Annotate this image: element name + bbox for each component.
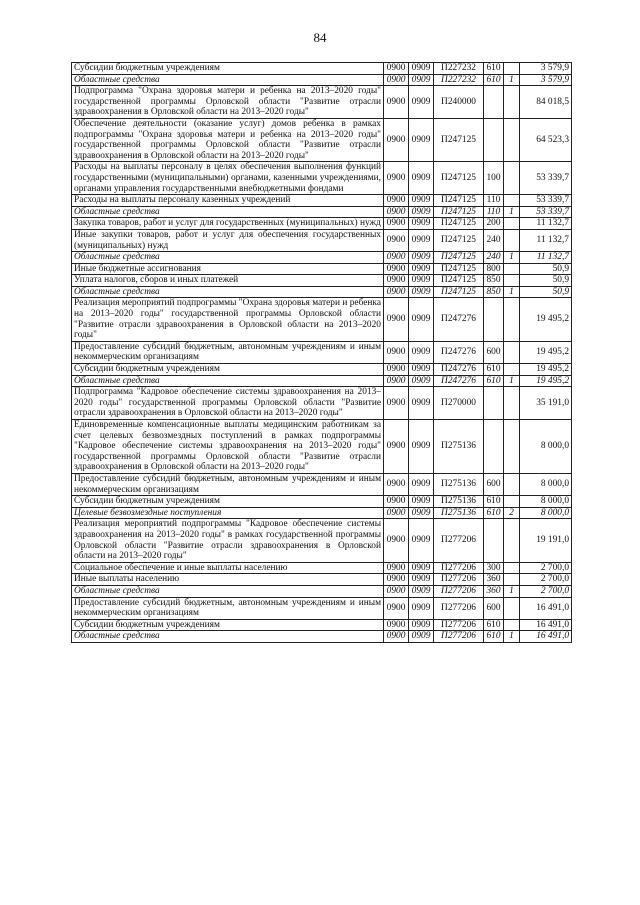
- section-code-cell: 0900: [384, 375, 409, 387]
- table-row: [72, 229, 572, 251]
- section-code-cell: 0900: [384, 86, 409, 119]
- table-row: [72, 375, 572, 387]
- subsection-code-cell: 0909: [409, 206, 434, 218]
- row-name-cell: Предоставление субсидий бюджетным, автономным учреждениям и иным некоммерческим организациям: [72, 341, 384, 363]
- subsection-code-cell: 0909: [409, 74, 434, 86]
- subsection-code-cell: 0909: [409, 585, 434, 597]
- expense-type-cell: 200: [484, 218, 504, 230]
- subsection-code-cell: 0909: [409, 387, 434, 420]
- section-code-cell: 0900: [384, 341, 409, 363]
- funding-source-cell: [504, 562, 520, 574]
- target-article-cell: П247125: [434, 218, 484, 230]
- funding-source-cell: [504, 63, 520, 75]
- funding-source-cell: 2: [504, 507, 520, 519]
- section-code-cell: 0900: [384, 195, 409, 207]
- target-article-cell: П247125: [434, 286, 484, 298]
- row-name-cell: Предоставление субсидий бюджетным, автономным учреждениям и иным некоммерческим организациям: [72, 473, 384, 495]
- amount-cell: 19 495,2: [520, 298, 572, 341]
- target-article-cell: П227232: [434, 74, 484, 86]
- table-row: [72, 195, 572, 207]
- funding-source-cell: 1: [504, 585, 520, 597]
- expense-type-cell: [484, 298, 504, 341]
- section-code-cell: 0900: [384, 473, 409, 495]
- funding-source-cell: [504, 118, 520, 161]
- subsection-code-cell: 0909: [409, 619, 434, 631]
- subsection-code-cell: 0909: [409, 420, 434, 474]
- funding-source-cell: [504, 496, 520, 508]
- target-article-cell: П277206: [434, 619, 484, 631]
- row-name-cell: Областные средства: [72, 74, 384, 86]
- amount-cell: 8 000,0: [520, 420, 572, 474]
- target-article-cell: П275136: [434, 420, 484, 474]
- table-row: [72, 507, 572, 519]
- subsection-code-cell: 0909: [409, 574, 434, 586]
- funding-source-cell: [504, 420, 520, 474]
- section-code-cell: 0900: [384, 74, 409, 86]
- target-article-cell: П240000: [434, 86, 484, 119]
- amount-cell: 16 491,0: [520, 631, 572, 643]
- section-code-cell: 0900: [384, 574, 409, 586]
- row-name-cell: Областные средства: [72, 286, 384, 298]
- section-code-cell: 0900: [384, 298, 409, 341]
- section-code-cell: 0900: [384, 275, 409, 287]
- row-name-cell: Расходы на выплаты персоналу казенных учреждений: [72, 195, 384, 207]
- table-row: [72, 473, 572, 495]
- expense-type-cell: 600: [484, 341, 504, 363]
- section-code-cell: 0900: [384, 507, 409, 519]
- table-row: [72, 206, 572, 218]
- funding-source-cell: 1: [504, 74, 520, 86]
- row-name-cell: Субсидии бюджетным учреждениям: [72, 63, 384, 75]
- row-name-cell: Субсидии бюджетным учреждениям: [72, 364, 384, 376]
- funding-source-cell: [504, 341, 520, 363]
- subsection-code-cell: 0909: [409, 118, 434, 161]
- amount-cell: 19 191,0: [520, 519, 572, 562]
- row-name-cell: Областные средства: [72, 585, 384, 597]
- target-article-cell: П227232: [434, 63, 484, 75]
- target-article-cell: П247125: [434, 162, 484, 195]
- row-name-cell: Областные средства: [72, 206, 384, 218]
- subsection-code-cell: 0909: [409, 519, 434, 562]
- expense-type-cell: 360: [484, 585, 504, 597]
- amount-cell: 19 495,2: [520, 341, 572, 363]
- subsection-code-cell: 0909: [409, 286, 434, 298]
- expense-type-cell: 110: [484, 195, 504, 207]
- funding-source-cell: [504, 619, 520, 631]
- section-code-cell: 0900: [384, 162, 409, 195]
- section-code-cell: 0900: [384, 420, 409, 474]
- row-name-cell: Расходы на выплаты персоналу в целях обеспечения выполнения функций государственными (муниципальными) органами, казенными учреждениями, органами управления государственными внебюджетными фондами: [72, 162, 384, 195]
- expense-type-cell: 300: [484, 562, 504, 574]
- row-name-cell: Обеспечение деятельности (оказание услуг) домов ребенка в рамках подпрограммы "Охрана здоровья матери и ребенка на 2013–2020 годы" государственной программы Орловской области "Развитие отрасли здравоохранения в Орловской области на 2013–2020 годы": [72, 118, 384, 161]
- table-row: [72, 341, 572, 363]
- target-article-cell: П275136: [434, 496, 484, 508]
- amount-cell: 50,9: [520, 286, 572, 298]
- funding-source-cell: [504, 364, 520, 376]
- table-row: [72, 162, 572, 195]
- section-code-cell: 0900: [384, 252, 409, 264]
- section-code-cell: 0900: [384, 585, 409, 597]
- expense-type-cell: 240: [484, 229, 504, 251]
- expense-type-cell: 610: [484, 63, 504, 75]
- expense-type-cell: 800: [484, 263, 504, 275]
- amount-cell: 53 339,7: [520, 195, 572, 207]
- funding-source-cell: 1: [504, 631, 520, 643]
- subsection-code-cell: 0909: [409, 375, 434, 387]
- target-article-cell: П277206: [434, 585, 484, 597]
- expense-type-cell: 610: [484, 375, 504, 387]
- amount-cell: 11 132,7: [520, 218, 572, 230]
- target-article-cell: П247125: [434, 263, 484, 275]
- section-code-cell: 0900: [384, 619, 409, 631]
- row-name-cell: Подпрограмма "Кадровое обеспечение системы здравоохранения на 2013–2020 годы" государственной программы Орловской области "Развитие отрасли здравоохранения в Орловской области на 2013–2020 годы": [72, 387, 384, 420]
- expense-type-cell: 240: [484, 252, 504, 264]
- target-article-cell: П275136: [434, 507, 484, 519]
- amount-cell: 16 491,0: [520, 619, 572, 631]
- section-code-cell: 0900: [384, 631, 409, 643]
- page-number: 84: [313, 30, 327, 45]
- funding-source-cell: [504, 195, 520, 207]
- funding-source-cell: 1: [504, 206, 520, 218]
- table-row: [72, 218, 572, 230]
- section-code-cell: 0900: [384, 364, 409, 376]
- funding-source-cell: [504, 218, 520, 230]
- table-row: [72, 585, 572, 597]
- funding-source-cell: 1: [504, 252, 520, 264]
- table-row: [72, 118, 572, 161]
- subsection-code-cell: 0909: [409, 341, 434, 363]
- amount-cell: 19 495,2: [520, 364, 572, 376]
- target-article-cell: П277206: [434, 519, 484, 562]
- funding-source-cell: [504, 298, 520, 341]
- table-row: [72, 597, 572, 619]
- subsection-code-cell: 0909: [409, 252, 434, 264]
- table-row: [72, 63, 572, 75]
- subsection-code-cell: 0909: [409, 631, 434, 643]
- amount-cell: 2 700,0: [520, 574, 572, 586]
- expense-type-cell: [484, 387, 504, 420]
- funding-source-cell: [504, 473, 520, 495]
- expense-type-cell: 360: [484, 574, 504, 586]
- amount-cell: 35 191,0: [520, 387, 572, 420]
- amount-cell: 19 495,2: [520, 375, 572, 387]
- expense-type-cell: 610: [484, 496, 504, 508]
- funding-source-cell: [504, 263, 520, 275]
- subsection-code-cell: 0909: [409, 496, 434, 508]
- section-code-cell: 0900: [384, 229, 409, 251]
- amount-cell: 16 491,0: [520, 597, 572, 619]
- target-article-cell: П277206: [434, 574, 484, 586]
- table-row: [72, 364, 572, 376]
- subsection-code-cell: 0909: [409, 63, 434, 75]
- section-code-cell: 0900: [384, 286, 409, 298]
- section-code-cell: 0900: [384, 218, 409, 230]
- table-row: [72, 519, 572, 562]
- amount-cell: 8 000,0: [520, 507, 572, 519]
- target-article-cell: П277206: [434, 597, 484, 619]
- expense-type-cell: 850: [484, 275, 504, 287]
- row-name-cell: Закупка товаров, работ и услуг для государственных (муниципальных) нужд: [72, 218, 384, 230]
- expense-type-cell: 610: [484, 74, 504, 86]
- target-article-cell: П247276: [434, 341, 484, 363]
- expense-type-cell: 610: [484, 507, 504, 519]
- row-name-cell: Иные выплаты населению: [72, 574, 384, 586]
- row-name-cell: Субсидии бюджетным учреждениям: [72, 619, 384, 631]
- amount-cell: 50,9: [520, 263, 572, 275]
- expense-type-cell: 610: [484, 631, 504, 643]
- row-name-cell: Областные средства: [72, 375, 384, 387]
- expense-type-cell: [484, 118, 504, 161]
- target-article-cell: П277206: [434, 631, 484, 643]
- expense-type-cell: 850: [484, 286, 504, 298]
- target-article-cell: П247276: [434, 298, 484, 341]
- row-name-cell: Единовременные компенсационные выплаты медицинским работникам за счет целевых безвозмездных поступлений в рамках подпрограммы "Кадровое обеспечение системы здравоохранения на 2013–2020 годы" государственной программы Орловской области "Развитие отрасли здравоохранения в Орловской области на 2013–2020 годы": [72, 420, 384, 474]
- target-article-cell: П247276: [434, 364, 484, 376]
- target-article-cell: П277206: [434, 562, 484, 574]
- expense-type-cell: 110: [484, 206, 504, 218]
- funding-source-cell: [504, 519, 520, 562]
- target-article-cell: П247125: [434, 118, 484, 161]
- table-row: [72, 275, 572, 287]
- subsection-code-cell: 0909: [409, 364, 434, 376]
- expense-type-cell: 610: [484, 619, 504, 631]
- table-row: [72, 74, 572, 86]
- section-code-cell: 0900: [384, 562, 409, 574]
- amount-cell: 64 523,3: [520, 118, 572, 161]
- amount-cell: 3 579,9: [520, 74, 572, 86]
- target-article-cell: П247125: [434, 275, 484, 287]
- subsection-code-cell: 0909: [409, 473, 434, 495]
- section-code-cell: 0900: [384, 63, 409, 75]
- row-name-cell: Социальное обеспечение и иные выплаты населению: [72, 562, 384, 574]
- section-code-cell: 0900: [384, 263, 409, 275]
- funding-source-cell: [504, 574, 520, 586]
- subsection-code-cell: 0909: [409, 507, 434, 519]
- target-article-cell: П270000: [434, 387, 484, 420]
- subsection-code-cell: 0909: [409, 263, 434, 275]
- subsection-code-cell: 0909: [409, 86, 434, 119]
- expense-type-cell: [484, 519, 504, 562]
- section-code-cell: 0900: [384, 597, 409, 619]
- subsection-code-cell: 0909: [409, 162, 434, 195]
- target-article-cell: П275136: [434, 473, 484, 495]
- subsection-code-cell: 0909: [409, 298, 434, 341]
- expense-type-cell: 600: [484, 597, 504, 619]
- funding-source-cell: [504, 275, 520, 287]
- table-row: [72, 574, 572, 586]
- target-article-cell: П247125: [434, 252, 484, 264]
- funding-source-cell: 1: [504, 375, 520, 387]
- budget-table: [71, 62, 572, 643]
- target-article-cell: П247276: [434, 375, 484, 387]
- section-code-cell: 0900: [384, 206, 409, 218]
- section-code-cell: 0900: [384, 519, 409, 562]
- row-name-cell: Предоставление субсидий бюджетным, автономным учреждениям и иным некоммерческим организациям: [72, 597, 384, 619]
- row-name-cell: Реализация мероприятий подпрограммы "Охрана здоровья матери и ребенка на 2013–2020 годы" государственной программы Орловской области "Развитие отрасли здравоохранения в Орловской области на 2013–2020 годы": [72, 298, 384, 341]
- section-code-cell: 0900: [384, 118, 409, 161]
- table-row: [72, 298, 572, 341]
- target-article-cell: П247125: [434, 206, 484, 218]
- amount-cell: 3 579,9: [520, 63, 572, 75]
- expense-type-cell: [484, 86, 504, 119]
- row-name-cell: Областные средства: [72, 252, 384, 264]
- row-name-cell: Подпрограмма "Охрана здоровья матери и ребенка на 2013–2020 годы" государственной программы Орловской области "Развитие отрасли здравоохранения в Орловской области на 2013–2020 годы": [72, 86, 384, 119]
- amount-cell: 11 132,7: [520, 252, 572, 264]
- table-row: [72, 286, 572, 298]
- subsection-code-cell: 0909: [409, 195, 434, 207]
- row-name-cell: Иные закупки товаров, работ и услуг для обеспечения государственных (муниципальных) нужд: [72, 229, 384, 251]
- row-name-cell: Реализация мероприятий подпрограммы "Кадровое обеспечение системы здравоохранения на 2013–2020 годы" в рамках государственной программы Орловской области "Развитие отрасли здравоохранения в Орловской области на 2013–2020 годы": [72, 519, 384, 562]
- subsection-code-cell: 0909: [409, 275, 434, 287]
- expense-type-cell: 100: [484, 162, 504, 195]
- amount-cell: 8 000,0: [520, 496, 572, 508]
- table-row: [72, 86, 572, 119]
- target-article-cell: П247125: [434, 195, 484, 207]
- funding-source-cell: [504, 86, 520, 119]
- table-row: [72, 619, 572, 631]
- table-row: [72, 496, 572, 508]
- row-name-cell: Областные средства: [72, 631, 384, 643]
- amount-cell: 50,9: [520, 275, 572, 287]
- amount-cell: 8 000,0: [520, 473, 572, 495]
- row-name-cell: Иные бюджетные ассигнования: [72, 263, 384, 275]
- funding-source-cell: [504, 162, 520, 195]
- table-row: [72, 562, 572, 574]
- row-name-cell: Уплата налогов, сборов и иных платежей: [72, 275, 384, 287]
- subsection-code-cell: 0909: [409, 562, 434, 574]
- table-row: [72, 387, 572, 420]
- funding-source-cell: [504, 597, 520, 619]
- table-row: [72, 252, 572, 264]
- row-name-cell: Субсидии бюджетным учреждениям: [72, 496, 384, 508]
- target-article-cell: П247125: [434, 229, 484, 251]
- table-row: [72, 263, 572, 275]
- table-row: [72, 420, 572, 474]
- amount-cell: 53 339,7: [520, 162, 572, 195]
- expense-type-cell: [484, 420, 504, 474]
- amount-cell: 53 339,7: [520, 206, 572, 218]
- funding-source-cell: 1: [504, 286, 520, 298]
- expense-type-cell: 610: [484, 364, 504, 376]
- amount-cell: 2 700,0: [520, 585, 572, 597]
- funding-source-cell: [504, 229, 520, 251]
- amount-cell: 11 132,7: [520, 229, 572, 251]
- funding-source-cell: [504, 387, 520, 420]
- expense-type-cell: 600: [484, 473, 504, 495]
- section-code-cell: 0900: [384, 496, 409, 508]
- subsection-code-cell: 0909: [409, 218, 434, 230]
- table-row: [72, 631, 572, 643]
- subsection-code-cell: 0909: [409, 229, 434, 251]
- subsection-code-cell: 0909: [409, 597, 434, 619]
- section-code-cell: 0900: [384, 387, 409, 420]
- row-name-cell: Целевые безвозмездные поступления: [72, 507, 384, 519]
- amount-cell: 84 018,5: [520, 86, 572, 119]
- amount-cell: 2 700,0: [520, 562, 572, 574]
